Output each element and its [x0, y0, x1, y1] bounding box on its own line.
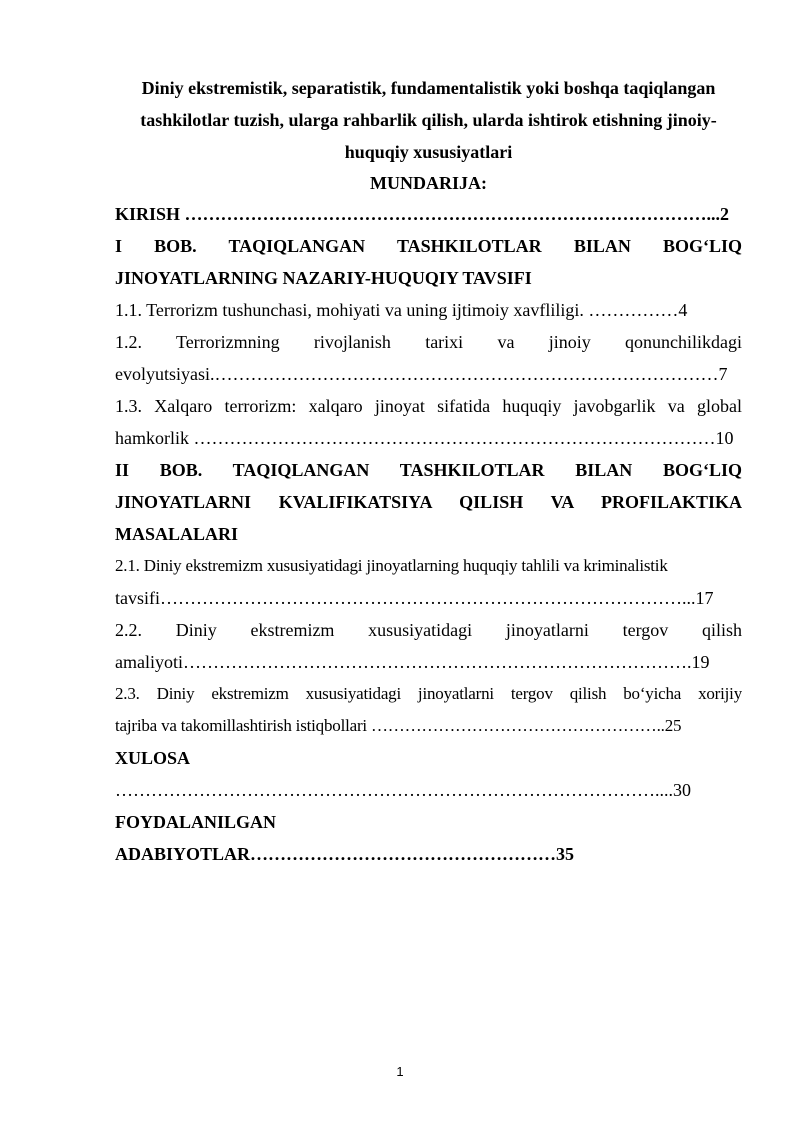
toc-entry-1-2-line-1: 1.2. Terrorizmning rivojlanish tarixi va jinoiy qonunchilikdagi [115, 332, 742, 352]
document-title-line-3: huquqiy xususiyatlari [344, 142, 513, 162]
toc-entry-conclusion-page: ………………………………………………………………………………....30 [115, 780, 691, 800]
toc-entry-2-2-line-1: 2.2. Diniy ekstremizm xususiyatidagi jinoyatlarni tergov qilish [115, 620, 742, 640]
toc-entry-2-3-line-1: 2.3. Diniy ekstremizm xususiyatidagi jinoyatlarni tergov qilish bo‘yicha xorijiy [115, 684, 742, 703]
toc-chapter-2-title-line-3: MASALALARI [115, 524, 239, 544]
toc-entry-1-1: 1.1. Terrorizm tushunchasi, mohiyati va uning ijtimoiy xavfliligi. ……………4 [115, 300, 688, 320]
page-number: 1 [396, 1064, 404, 1079]
toc-heading: MUNDARIJA: [370, 173, 487, 193]
toc-chapter-2-title-line-2: JINOYATLARNI KVALIFIKATSIYA QILISH VA PROFILAKTIKA [115, 492, 742, 512]
toc-entry-1-2-line-2: evolyutsiyasi.…………………………………………………………………………7 [115, 364, 728, 384]
toc-entry-2-1-line-2: tavsifi……………………………………………………………………………...17 [115, 588, 714, 608]
toc-chapter-2-title-line-1: II BOB. TAQIQLANGAN TASHKILOTLAR BILAN BOG‘LIQ [115, 460, 742, 480]
toc-entry-introduction: KIRISH ……………………………………………………………………………...2 [115, 204, 730, 224]
toc-entry-conclusion-title: XULOSA [115, 748, 191, 768]
document-title-line-1: Diniy ekstremistik, separatistik, fundamentalistik yoki boshqa taqiqlangan [141, 78, 716, 98]
table-of-contents [115, 198, 742, 870]
toc-entry-2-1-line-1: 2.1. Diniy ekstremizm xususiyatidagi jinoyatlarning huquqiy tahlili va kriminalistik [115, 556, 668, 575]
document-page [115, 72, 742, 870]
toc-chapter-1-title-line-2: JINOYATLARNING NAZARIY-HUQUQIY TAVSIFI [115, 268, 532, 288]
toc-entry-references-title-line-1: FOYDALANILGAN [115, 812, 277, 832]
toc-chapter-1-title-line-1: I BOB. TAQIQLANGAN TASHKILOTLAR BILAN BOG‘LIQ [115, 236, 742, 256]
toc-entry-references-title-line-2: ADABIYOTLAR……………………………………………35 [115, 844, 575, 864]
toc-entry-2-2-line-2: amaliyoti………………………………………………………………………….19 [115, 652, 710, 672]
toc-entry-2-3-line-2: tajriba va takomillashtirish istiqbollari ……………………………………………..25 [115, 716, 682, 735]
toc-entry-1-3-line-2: hamkorlik ……………………………………………………………………………10 [115, 428, 734, 448]
toc-entry-1-3-line-1: 1.3. Xalqaro terrorizm: xalqaro jinoyat sifatida huquqiy javobgarlik va global [115, 396, 742, 416]
document-title-line-2: tashkilotlar tuzish, ularga rahbarlik qilish, ularda ishtirok etishning jinoiy- [140, 110, 717, 130]
